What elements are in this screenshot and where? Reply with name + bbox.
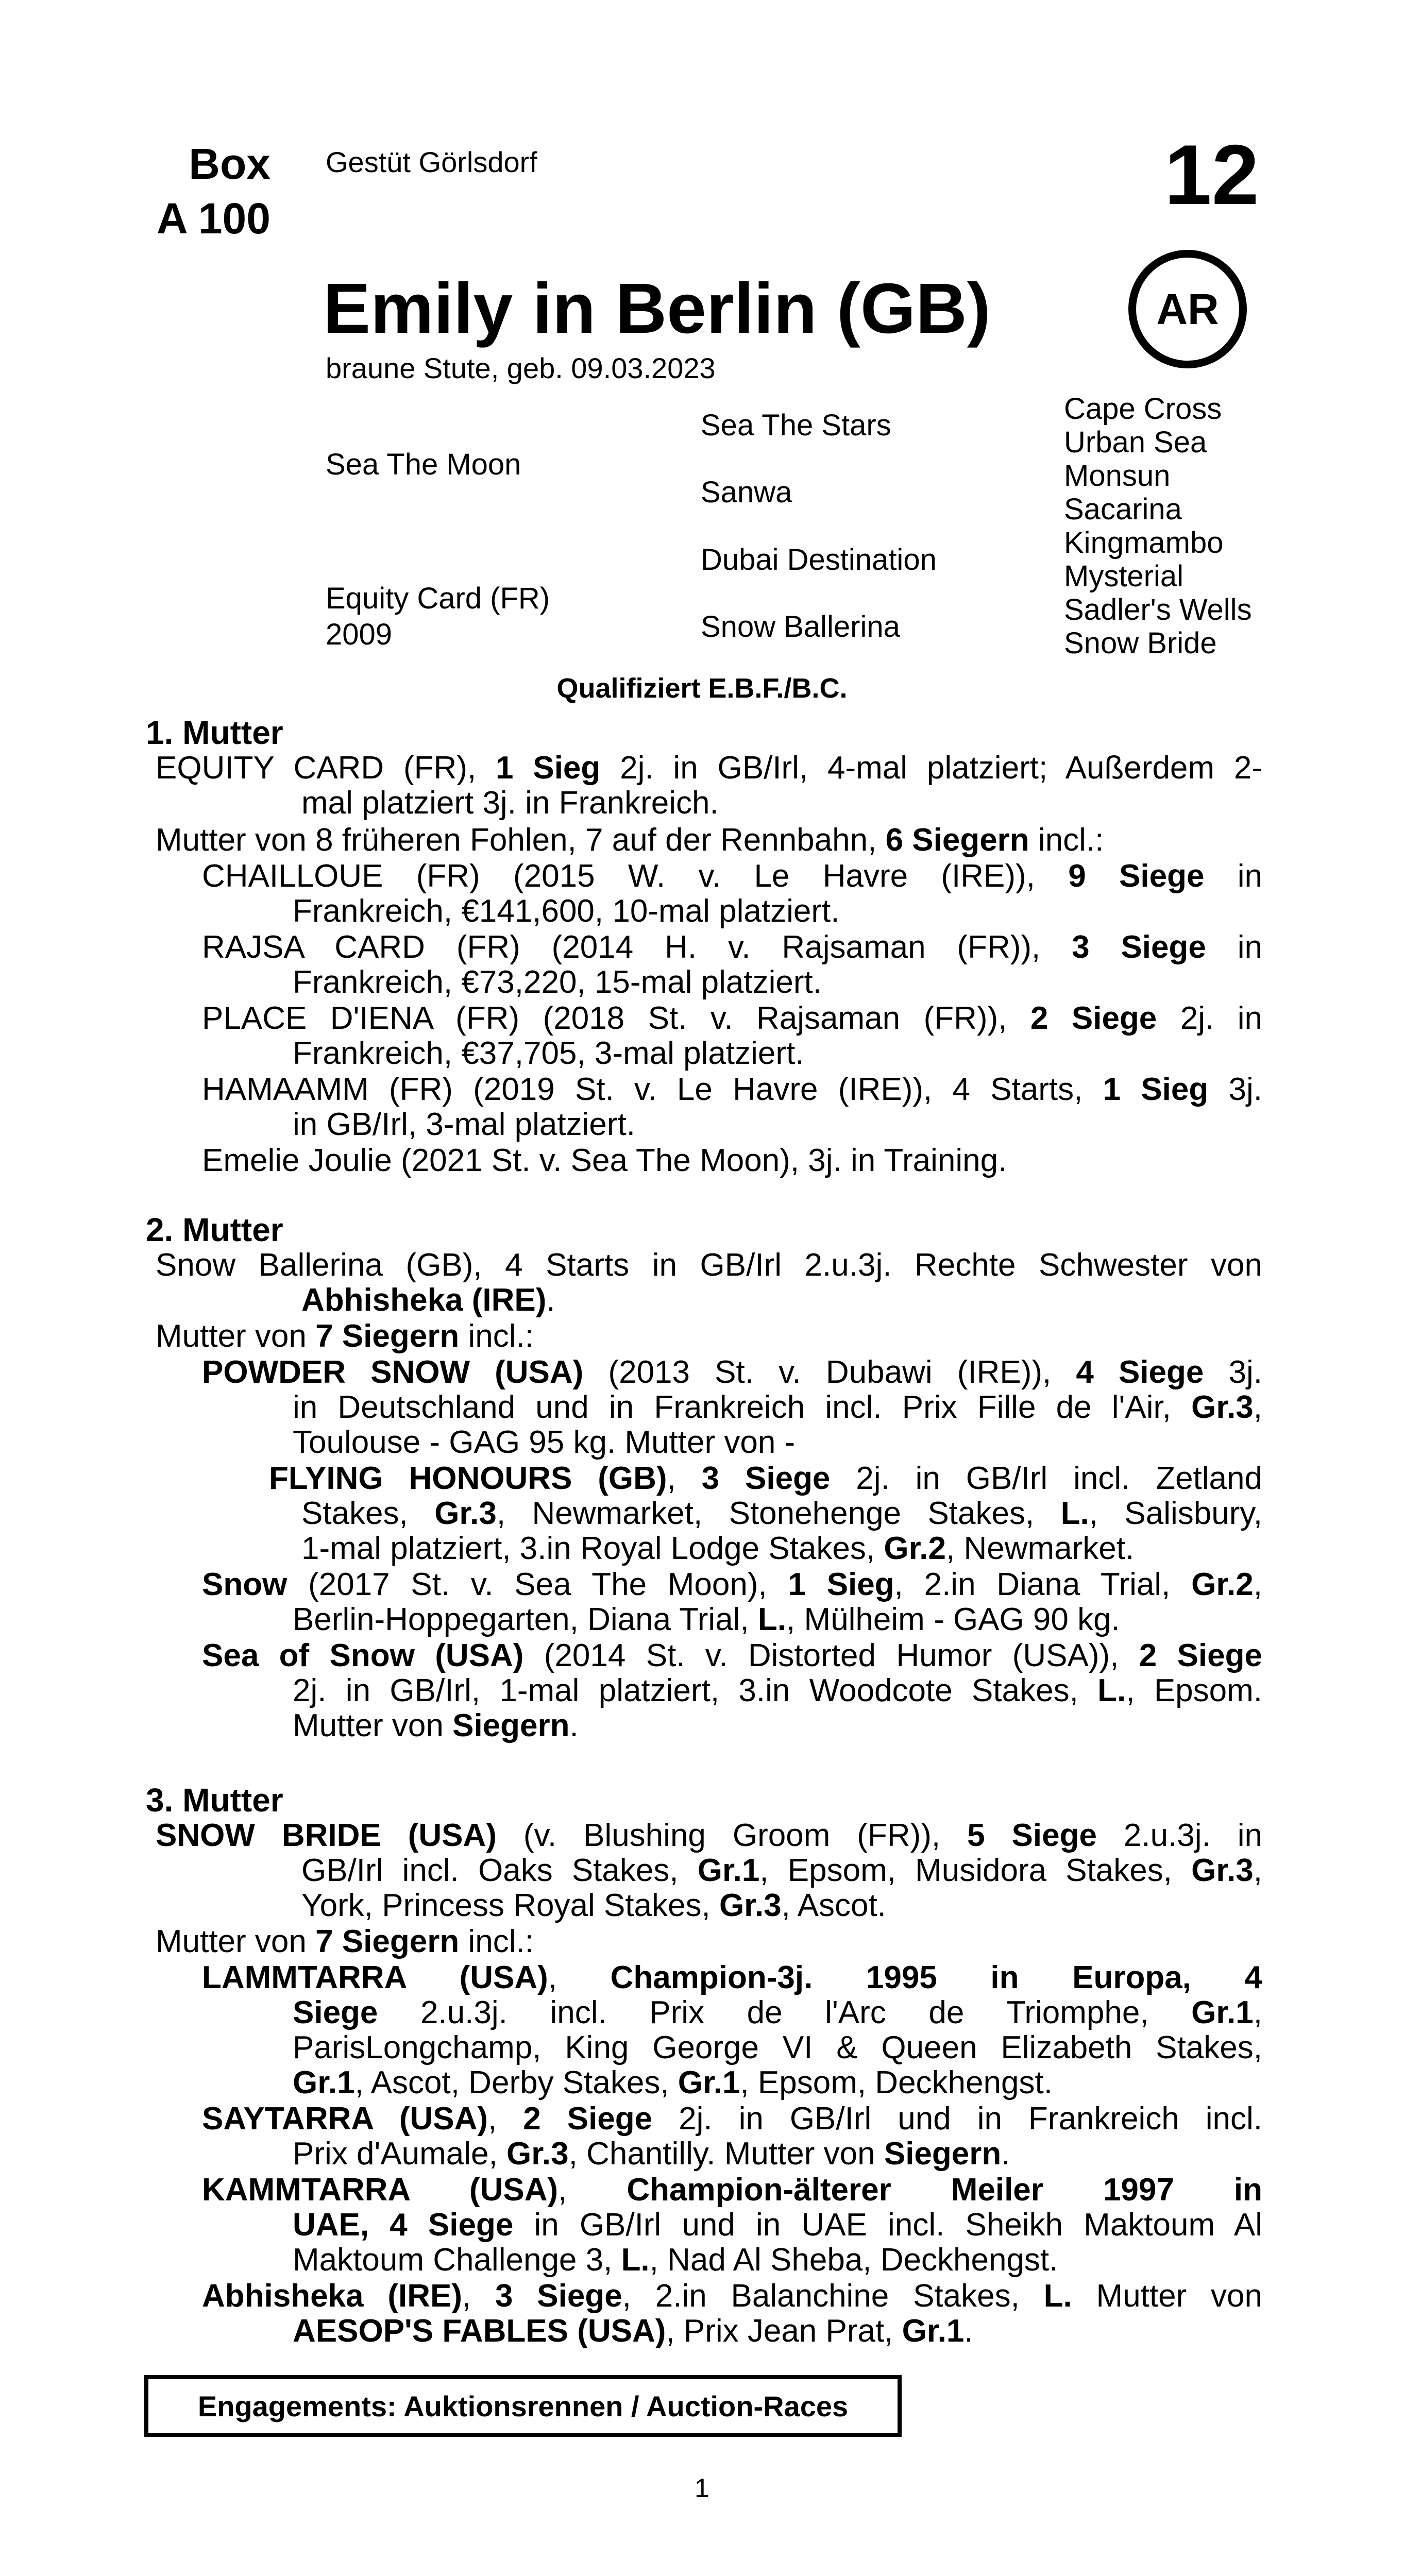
record-text: Mutter von	[156, 1924, 316, 1959]
record-line	[293, 1424, 795, 1461]
record-line	[293, 1106, 635, 1143]
record-line	[202, 2100, 1262, 2137]
record-text: Maktoum Challenge 3,	[293, 2242, 621, 2278]
record-text: Toulouse - GAG 95 kg. Mutter von -	[293, 1425, 796, 1460]
record-text: incl.:	[1029, 822, 1104, 858]
record-text: , 2.in Balanchine Stakes,	[622, 2278, 1044, 2314]
record-line	[293, 2064, 1053, 2101]
record-bold-text: LAMMTARRA (USA)	[202, 1960, 548, 1995]
record-text: incl.:	[459, 1318, 534, 1354]
record-bold-text: 3 Siege	[495, 2278, 622, 2314]
record-bold-text: 2 Siege	[523, 2101, 653, 2137]
record-text: Frankreich, €141,600, 10-mal platziert.	[293, 893, 840, 929]
record-bold-text: AESOP'S FABLES (USA)	[293, 2313, 666, 2349]
record-bold-text: POWDER SNOW (USA)	[202, 1354, 584, 1390]
record-bold-text: L.	[1097, 1673, 1126, 1708]
record-line	[301, 785, 719, 821]
record-text: , Newmarket.	[946, 1531, 1135, 1566]
engagements-box	[144, 2375, 902, 2437]
pedigree-gen3-5: Kingmambo	[1064, 526, 1224, 560]
record-text: incl.:	[459, 1924, 534, 1959]
record-line	[293, 1601, 1120, 1638]
record-bold-text: 5 Siege	[967, 1818, 1097, 1853]
record-text: 2j. in	[1157, 1001, 1262, 1036]
record-bold-text: Gr.3	[506, 2136, 569, 2172]
record-text: , Mülheim - GAG 90 kg.	[786, 1602, 1120, 1637]
record-text: Frankreich, €73,220, 15-mal platziert.	[293, 964, 822, 1000]
record-text: (v. Blushing Groom (FR)),	[496, 1818, 968, 1853]
record-line	[293, 2242, 1058, 2278]
record-line	[301, 1282, 555, 1318]
record-bold-text: KAMMTARRA (USA)	[202, 2172, 559, 2208]
section-heading-3: 3. Mutter	[146, 1782, 283, 1819]
record-text: ,	[1253, 1389, 1262, 1425]
record-text: , Epsom.	[1126, 1673, 1263, 1708]
record-bold-text: 2 Siege	[1139, 1638, 1262, 1673]
pedigree-gen3-7: Sadler's Wells	[1064, 593, 1252, 626]
record-text: (2013 St. v. Dubawi (IRE)),	[583, 1354, 1076, 1390]
pedigree-gen3-2: Urban Sea	[1064, 426, 1207, 459]
record-line	[202, 1142, 1007, 1179]
record-text: ,	[462, 2278, 496, 2314]
record-text: ParisLongchamp, King George VI & Queen Elizabeth Stakes,	[293, 2030, 1262, 2065]
record-text: , Chantilly. Mutter von	[568, 2136, 884, 2172]
record-text: .	[964, 2313, 973, 2349]
record-text: in GB/Irl und in UAE incl. Sheikh Maktoum Al	[513, 2207, 1262, 2243]
record-bold-text: SAYTARRA (USA)	[202, 2101, 488, 2137]
record-text: , Ascot, Derby Stakes,	[354, 2065, 678, 2100]
record-text: Mutter von	[1072, 2278, 1263, 2314]
record-line	[293, 2207, 1262, 2243]
record-line	[202, 1000, 1262, 1037]
record-text: Prix d'Aumale,	[293, 2136, 506, 2172]
record-text: .	[546, 1282, 555, 1318]
pedigree-sire-sire: Sea The Stars	[701, 409, 891, 442]
section-heading-2: 2. Mutter	[146, 1211, 283, 1248]
record-bold-text: Siege	[293, 1995, 378, 2030]
record-line	[202, 2172, 1262, 2208]
record-bold-text: 4 Siege	[1076, 1354, 1204, 1390]
record-text: Mutter von	[156, 1318, 316, 1354]
record-text: 3j.	[1208, 1072, 1262, 1107]
record-text: Stakes,	[301, 1496, 435, 1531]
record-text: ,	[1253, 1567, 1262, 1602]
record-text: 2.u.3j. in	[1096, 1818, 1263, 1853]
record-line	[202, 1354, 1262, 1391]
record-bold-text: Sea of Snow (USA)	[202, 1638, 524, 1673]
record-text: Snow Ballerina (GB), 4 Starts in GB/Irl 2.u.3j. Rechte Schwester von	[156, 1247, 1262, 1283]
box-number: A 100	[156, 194, 270, 243]
record-text: ,	[548, 1960, 611, 1995]
record-text: , Newmarket, Stonehenge Stakes,	[496, 1496, 1061, 1531]
pedigree-dam-year: 2009	[326, 618, 393, 651]
record-bold-text: 6 Siegern	[885, 822, 1029, 858]
record-text: , Epsom, Musidora Stakes,	[759, 1853, 1192, 1888]
record-text: GB/Irl incl. Oaks Stakes,	[301, 1853, 698, 1888]
record-text: , Ascot.	[781, 1888, 886, 1923]
record-line	[156, 1247, 1262, 1283]
record-text: ,	[1253, 1853, 1262, 1888]
record-bold-text: L.	[1060, 1496, 1089, 1531]
record-bold-text: 3 Siege	[701, 1461, 831, 1496]
record-line	[301, 1887, 886, 1924]
record-text: York, Princess Royal Stakes,	[301, 1888, 719, 1923]
record-bold-text: 1 Sieg	[1103, 1072, 1209, 1107]
record-text: (2017 St. v. Sea The Moon),	[287, 1567, 788, 1602]
pedigree-sire-dam: Sanwa	[701, 476, 792, 509]
record-text: 2j. in GB/Irl, 1-mal platziert, 3.in Woodcote Stakes,	[293, 1673, 1098, 1708]
record-line	[156, 1817, 1262, 1854]
record-bold-text: FLYING HONOURS (GB)	[269, 1461, 667, 1496]
record-text: ,	[488, 2101, 523, 2137]
record-bold-text: Siegern	[452, 1708, 570, 1743]
record-bold-text: Siegern	[884, 2136, 1002, 2172]
record-bold-text: 2 Siege	[1030, 1001, 1157, 1036]
record-bold-text: Gr.1	[678, 2065, 740, 2100]
record-line	[301, 1495, 1262, 1532]
record-text: ,	[667, 1461, 702, 1496]
record-text: 3j.	[1204, 1354, 1262, 1390]
record-text: Berlin-Hoppegarten, Diana Trial,	[293, 1602, 758, 1637]
record-text: (2014 St. v. Distorted Humor (USA)),	[523, 1638, 1139, 1673]
record-text: .	[569, 1708, 579, 1743]
record-line	[293, 1035, 804, 1072]
record-line	[202, 1071, 1262, 1108]
stud-name: Gestüt Görlsdorf	[326, 146, 537, 178]
box-label-text: Box	[189, 140, 270, 188]
pedigree-gen3-6: Mysterial	[1064, 560, 1184, 593]
ar-badge	[1128, 250, 1247, 368]
pedigree-gen3-1: Cape Cross	[1064, 392, 1222, 426]
pedigree-gen3-3: Monsun	[1064, 459, 1171, 493]
record-text: PLACE D'IENA (FR) (2018 St. v. Rajsaman (FR)),	[202, 1001, 1030, 1036]
record-text: ,	[558, 2172, 627, 2208]
record-bold-text: Gr.1	[293, 2065, 355, 2100]
record-text: , Salisbury,	[1089, 1496, 1262, 1531]
record-line	[293, 1707, 579, 1744]
record-text: 1-mal platziert, 3.in Royal Lodge Stakes,	[301, 1531, 884, 1566]
horse-name: Emily in Berlin (GB)	[323, 269, 991, 348]
record-text: CHAILLOUE (FR) (2015 W. v. Le Havre (IRE)),	[202, 858, 1069, 894]
record-line	[156, 1923, 534, 1960]
page-number: 1	[695, 2473, 709, 2503]
pedigree-dam-dam: Snow Ballerina	[701, 610, 900, 643]
record-bold-text: 1 Sieg	[496, 750, 601, 786]
record-bold-text: L.	[757, 1602, 787, 1637]
pedigree-sire: Sea The Moon	[326, 448, 521, 481]
horse-description: braune Stute, geb. 09.03.2023	[326, 352, 716, 384]
record-bold-text: Champion-3j. 1995 in Europa, 4	[610, 1960, 1263, 1995]
record-bold-text: Gr.1	[697, 1853, 760, 1888]
record-text: 2j. in GB/Irl, 4-mal platziert; Außerdem 2-	[600, 750, 1263, 786]
record-bold-text: 1 Sieg	[788, 1567, 894, 1602]
record-text: .	[1001, 2136, 1010, 2172]
qualification: Qualifiziert E.B.F./B.C.	[556, 673, 848, 704]
record-line	[269, 1460, 1262, 1497]
record-line	[202, 929, 1262, 965]
record-text: 2j. in GB/Irl und in Frankreich incl.	[652, 2101, 1263, 2137]
record-text: mal platziert 3j. in Frankreich.	[301, 785, 719, 821]
record-line	[301, 1530, 1134, 1567]
record-bold-text: Snow	[202, 1567, 287, 1602]
record-text: , Prix Jean Prat,	[666, 2313, 902, 2349]
record-bold-text: 9 Siege	[1068, 858, 1205, 894]
record-bold-text: SNOW BRIDE (USA)	[156, 1818, 497, 1853]
record-text: , Nad Al Sheba, Deckhengst.	[649, 2242, 1058, 2278]
record-text: RAJSA CARD (FR) (2014 H. v. Rajsaman (FR)),	[202, 929, 1072, 965]
record-text: HAMAAMM (FR) (2019 St. v. Le Havre (IRE)), 4 Starts,	[202, 1072, 1103, 1107]
record-text: 2.u.3j. incl. Prix de l'Arc de Triomphe,	[378, 1995, 1192, 2030]
record-line	[202, 1566, 1262, 1603]
record-text: ,	[1253, 1995, 1262, 2030]
pedigree-gen3-8: Snow Bride	[1064, 626, 1217, 660]
record-bold-text: Gr.1	[902, 2313, 965, 2349]
record-text: , 2.in Diana Trial,	[894, 1567, 1192, 1602]
section-heading-1: 1. Mutter	[146, 714, 283, 751]
record-line	[156, 750, 1262, 786]
lot-number: 12	[1164, 127, 1259, 222]
record-line	[202, 1637, 1262, 1674]
record-bold-text: 7 Siegern	[315, 1318, 460, 1354]
record-line	[293, 1994, 1262, 2031]
record-text: 2j. in GB/Irl incl. Zetland	[830, 1461, 1262, 1496]
record-line	[202, 2278, 1262, 2314]
record-bold-text: L.	[1043, 2278, 1072, 2314]
record-text: in GB/Irl, 3-mal platziert.	[293, 1107, 635, 1142]
record-bold-text: UAE, 4 Siege	[293, 2207, 514, 2243]
record-line	[293, 1672, 1262, 1709]
record-bold-text: Abhisheka (IRE)	[301, 1282, 547, 1318]
record-bold-text: Gr.3	[719, 1888, 782, 1923]
record-text: Emelie Joulie (2021 St. v. Sea The Moon), 3j. in Training.	[202, 1143, 1007, 1178]
record-line	[293, 1389, 1262, 1426]
record-bold-text: Gr.3	[1191, 1389, 1254, 1425]
record-bold-text: L.	[621, 2242, 650, 2278]
record-text: EQUITY CARD (FR),	[156, 750, 496, 786]
pedigree-dam: Equity Card (FR)	[326, 582, 550, 615]
record-line	[202, 1959, 1262, 1996]
record-line	[202, 858, 1262, 894]
record-bold-text: 7 Siegern	[315, 1924, 460, 1959]
record-text: , Epsom, Deckhengst.	[740, 2065, 1053, 2100]
record-line	[293, 2029, 1262, 2066]
record-line	[156, 1318, 534, 1354]
box-label	[124, 137, 270, 246]
record-text: Mutter von	[293, 1708, 453, 1743]
record-bold-text: 3 Siege	[1072, 929, 1206, 965]
pedigree-gen3-4: Sacarina	[1064, 493, 1182, 526]
record-line	[293, 964, 822, 1001]
record-text: Frankreich, €37,705, 3-mal platziert.	[293, 1036, 804, 1071]
record-line	[301, 1852, 1262, 1889]
record-line	[293, 2313, 973, 2349]
pedigree-dam-sire: Dubai Destination	[701, 543, 937, 577]
record-line	[293, 2136, 1010, 2172]
record-bold-text: Gr.3	[1191, 1853, 1254, 1888]
record-bold-text: Gr.2	[1191, 1567, 1254, 1602]
record-text: in	[1206, 929, 1262, 965]
record-line	[293, 893, 839, 929]
record-line	[156, 822, 1104, 858]
engagements-text: Engagements: Auktionsrennen / Auction-Races	[197, 2389, 849, 2422]
record-bold-text: Abhisheka (IRE)	[202, 2278, 462, 2314]
record-text: in	[1204, 858, 1263, 894]
record-bold-text: Gr.3	[434, 1496, 497, 1531]
ar-badge-text: AR	[1156, 284, 1219, 333]
record-bold-text: Gr.1	[1191, 1995, 1254, 2030]
record-text: Mutter von 8 früheren Fohlen, 7 auf der Rennbahn,	[156, 822, 886, 858]
record-bold-text: Champion-älterer Meiler 1997 in	[627, 2172, 1262, 2208]
record-text: in Deutschland und in Frankreich incl. Prix Fille de l'Air,	[293, 1389, 1192, 1425]
record-bold-text: Gr.2	[884, 1531, 946, 1566]
